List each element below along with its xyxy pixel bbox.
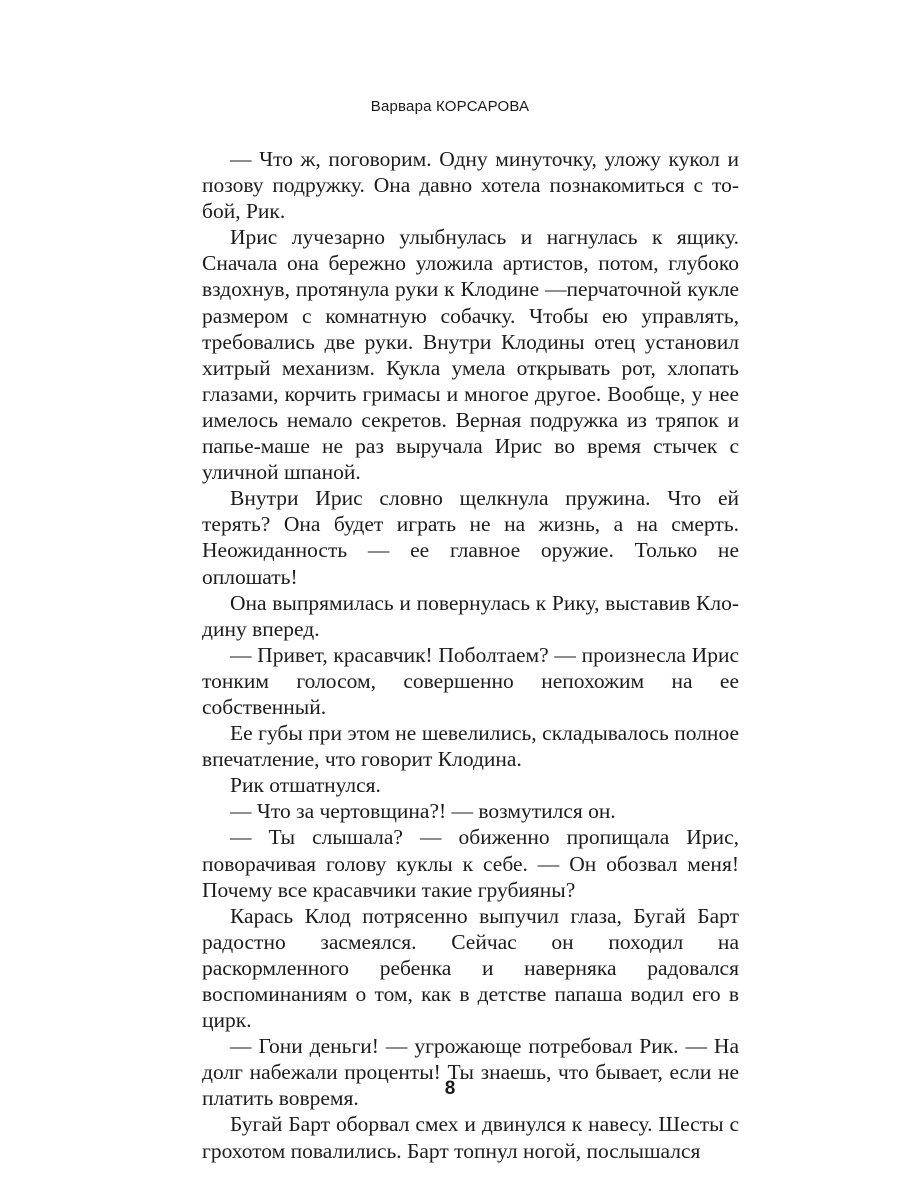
- paragraph-10: Карась Клод потрясенно выпучил глаза, Бугай Барт радостно засмеялся. Сейчас он походил на раскормленного ребенка и наверняка радовался воспоминаниям о том, как в детстве папаша водил его в цирк.: [202, 903, 739, 1033]
- body-text: [202, 146, 739, 1164]
- running-header-author: Варвара КОРСАРОВА: [370, 98, 530, 115]
- paragraph-3: Внутри Ирис словно щелкнула пружина. Что ей терять? Она будет играть не на жизнь, а на смерть. Неожиданность — ее главное оружие. Только не оплошать!: [202, 486, 739, 589]
- paragraph-9: — Ты слышала? — обиженно пропищала Ирис, поворачивая голову куклы к себе. — Он обозвал меня! Почему все красавчики такие грубияны?: [202, 825, 739, 902]
- paragraph-12: Бугай Барт оборвал смех и двинулся к навесу. Шесты с грохотом повалились. Барт топнул ногой, послышался: [202, 1112, 739, 1163]
- paragraph-6: Ее губы при этом не шевелились, складывалось полное впечатление, что говорит Клодина.: [202, 721, 739, 772]
- paragraph-4: Она выпрямилась и повернулась к Рику, выставив Клодину вперед.: [202, 590, 739, 641]
- paragraph-11: — Гони деньги! — угрожающе потребовал Рик. — На долг набежали проценты! Ты знаешь, что бывает, если не платить вовремя.: [202, 1034, 739, 1111]
- page-number: 8: [444, 1078, 456, 1099]
- paragraph-1: — Что ж, поговорим. Одну минуточку, уложу кукол и позову подружку. Она давно хотела познакомиться с тобой, Рик.: [202, 147, 739, 224]
- paragraph-8: — Что за чертовщина?! — возмутился он.: [230, 799, 616, 824]
- paragraph-7: Рик отшатнулся.: [230, 773, 381, 798]
- paragraph-5: — Привет, красавчик! Поболтаем? — произнесла Ирис тонким голосом, совершенно непохожим на ее собственный.: [202, 642, 739, 719]
- paragraph-2: Ирис лучезарно улыбнулась и нагнулась к ящику. Сначала она бережно уложила артистов, потом, глубоко вздохнув, протянула руки к Клодине —перчаточной кукле размером с комнатную собачку. Чтобы ею управлять, требовались две руки. Внутри Клодины отец установил хитрый механизм. Кукла умела открывать рот, хлопать глазами, корчить гримасы и многое другое. Вообще, у нее имелось немало секретов. Верная подружка из тряпок и папье-маше не раз выручала Ирис во время стычек с уличной шпаной.: [202, 225, 739, 485]
